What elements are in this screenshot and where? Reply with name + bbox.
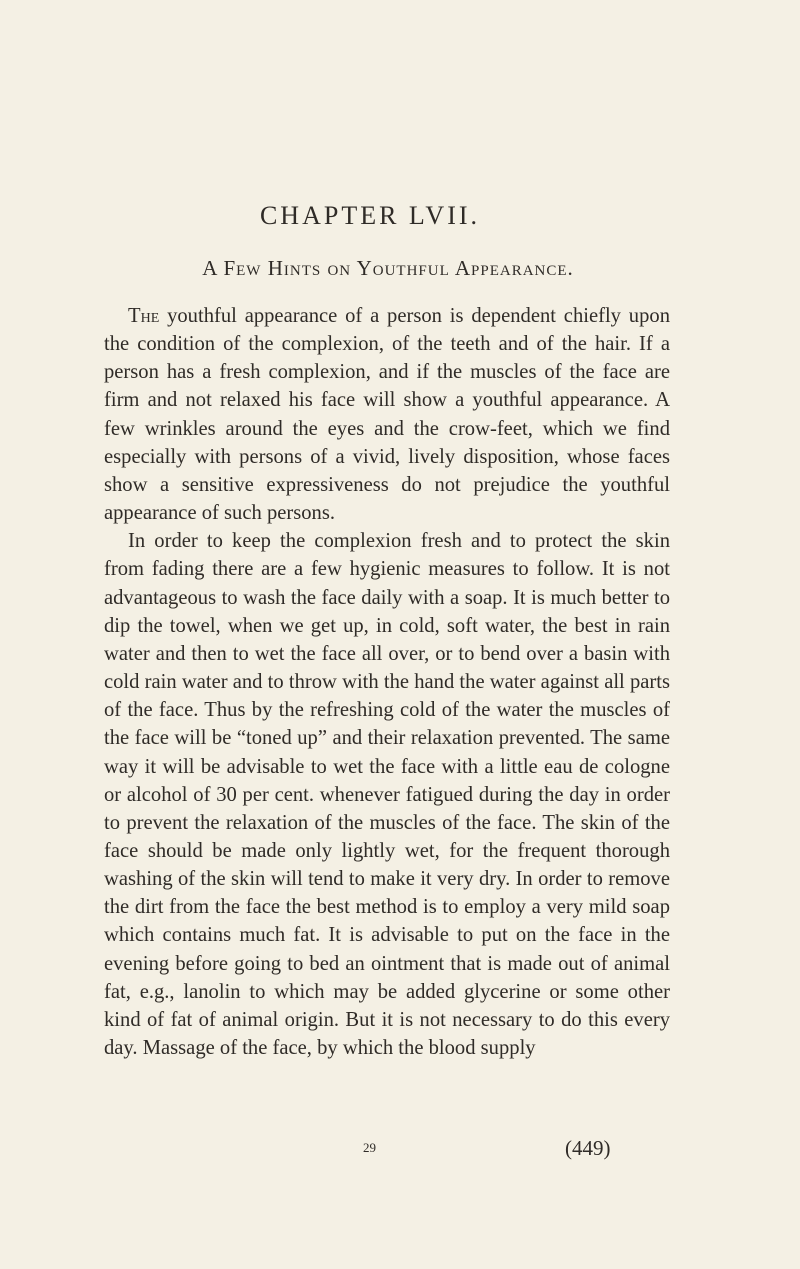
page-number: (449): [565, 1136, 611, 1160]
body-text: [104, 302, 670, 1062]
paragraph-2: In order to keep the complexion fresh and to protect the skin from fading there are a few hygienic measures to follow. It is not advantageous to wash the face daily with a soap. It is much better to dip the towel, when we get up, in cold, soft water, the best in rain water and then to wet the face all over, or to bend over a basin with cold rain water and to throw with the hand the water against all parts of the face. Thus by the refreshing cold of the water the muscles of the face will be “toned up” and their relaxation prevented. The same way it will be advisable to wet the face with a little eau de cologne or alcohol of 30 per cent. whenever fatigued during the day in order to prevent the relaxation of the muscles of the face. The skin of the face should be made only lightly wet, for the frequent thorough washing of the skin will tend to make it very dry. In order to remove the dirt from the face the best method is to employ a very mild soap which contains much fat. It is advisable to put on the face in the evening before going to bed an ointment that is made out of animal fat, e.g., lanolin to which may be added glycerine or some other kind of fat of animal origin. But it is not necessary to do this every day. Massage of the face, by which the blood supply: [104, 530, 670, 1060]
paragraph-1-text: youthful appearance of a person is dependent chiefly upon the condition of the complexion, of the teeth and of the hair. If a person has a fresh complexion, and if the muscles of the face are firm and not relaxed his face will show a youthful appearance. A few wrinkles around the eyes and the crow-feet, which we find especially with persons of a vivid, lively disposition, whose faces show a sensitive expressiveness do not prejudice the youthful appearance of such persons.: [104, 305, 670, 525]
signature-mark: 29: [363, 1140, 376, 1155]
chapter-heading: CHAPTER LVII.: [259, 201, 481, 230]
chapter-title: A Few Hints on Youthful Appearance.: [202, 256, 574, 280]
paragraph-1: [104, 302, 670, 527]
lead-word: The: [128, 305, 160, 327]
